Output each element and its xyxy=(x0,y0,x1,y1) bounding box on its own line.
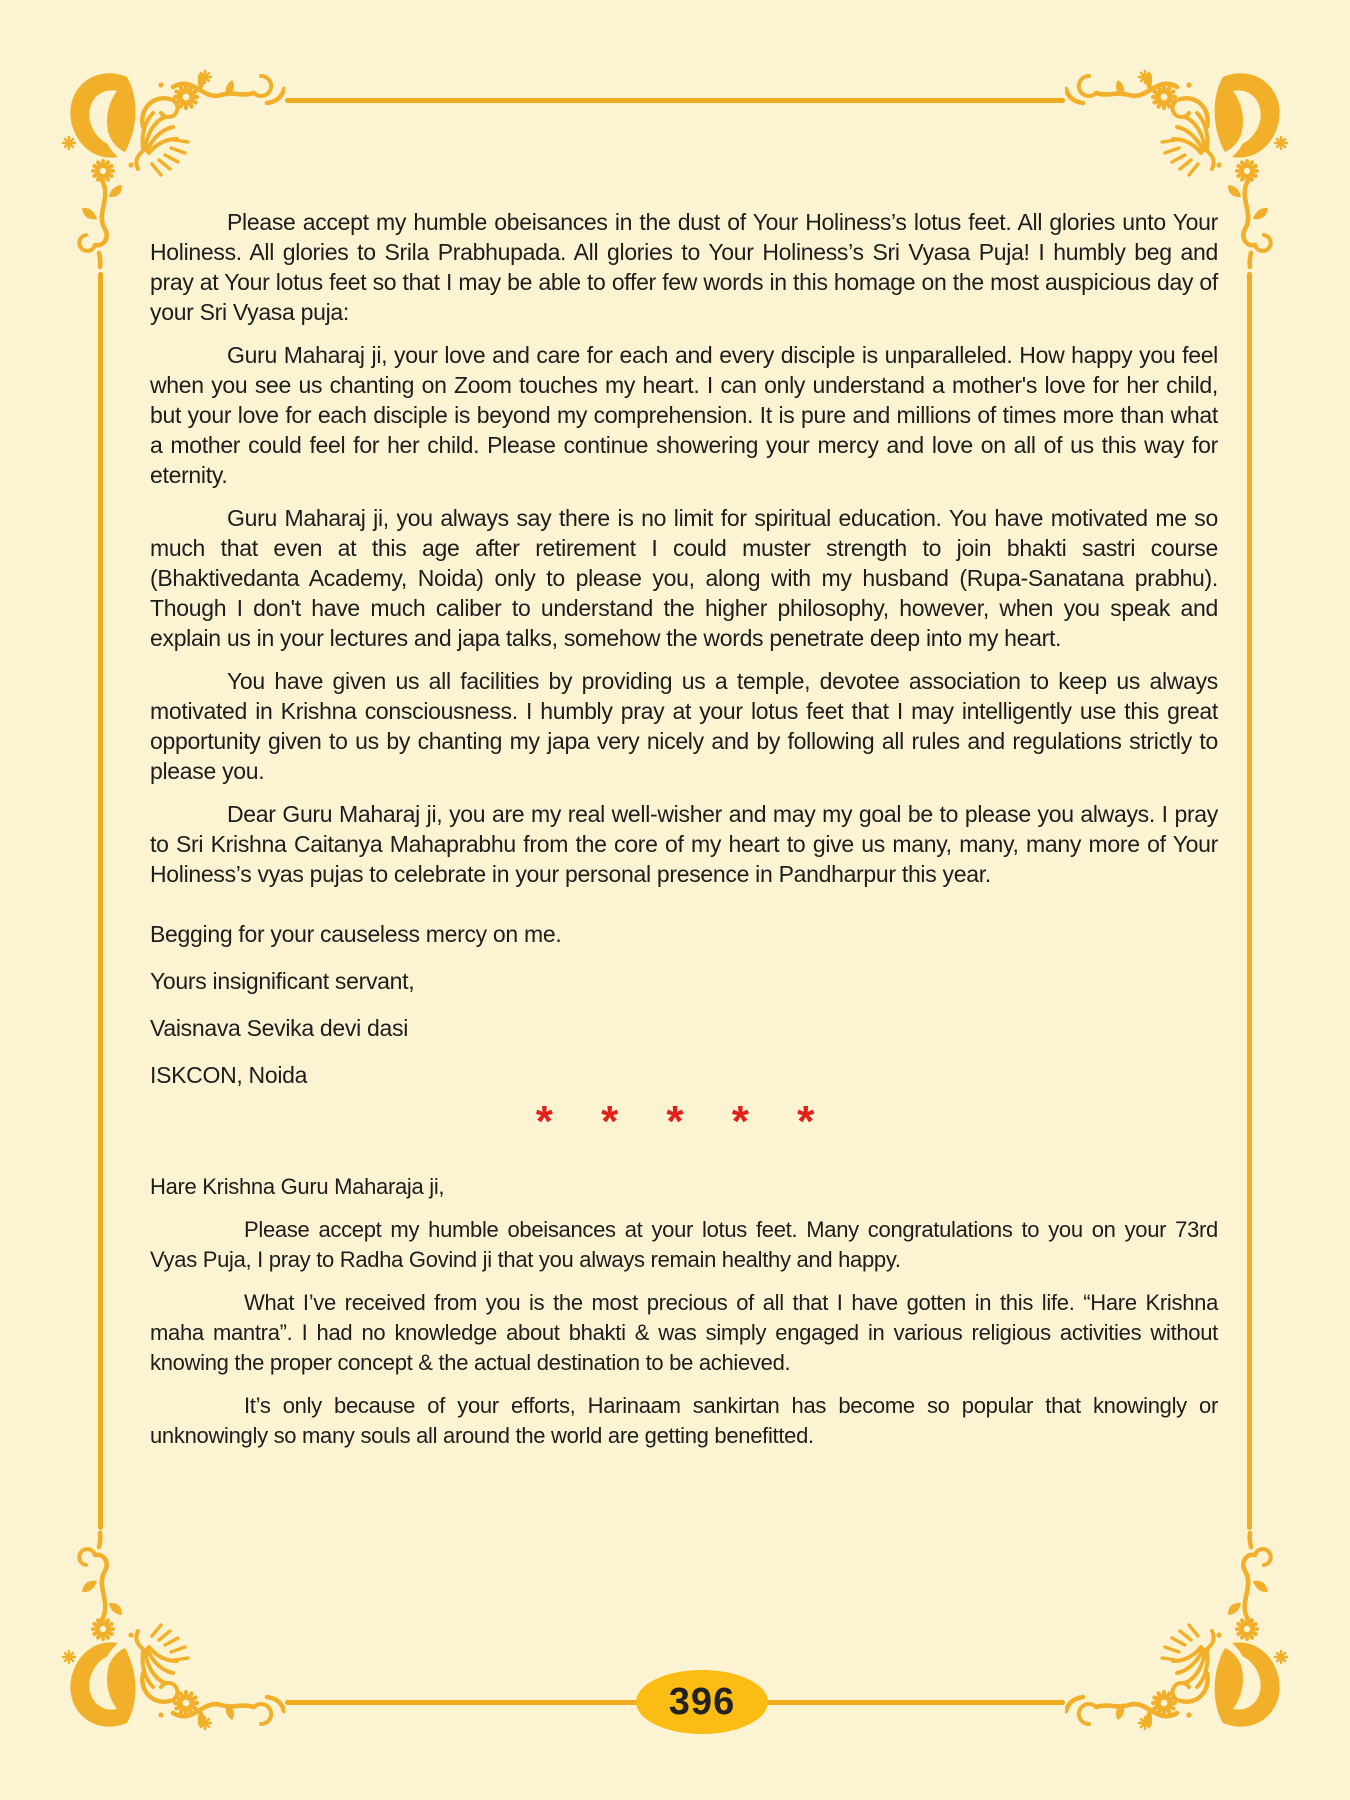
letter1-paragraph: Please accept my humble obeisances in the dust of Your Holiness’s lotus feet. All glories unto Your Holiness. All glories to Srila Prabhupada. All glories to Your Holiness’s Sri Vyasa Puja! I humbly beg and pray at Your lotus feet so that I may be able to offer few words in this homage on the most auspicious day of your Sri Vyasa puja: xyxy=(150,209,1218,325)
floral-ornament-icon xyxy=(1065,1528,1295,1733)
floral-ornament-icon xyxy=(55,1528,285,1733)
letter1-closing-line: Begging for your causeless mercy on me. xyxy=(150,921,562,947)
letter1-paragraph: Guru Maharaj ji, you always say there is no limit for spiritual education. You have motivated me so much that even at this age after retirement I could muster strength to join bhakti sastri course (Bhaktivedanta Academy, Noida) only to please you, along with my husband (Rupa-Sanatana prabhu). Though I don't have much caliber to understand the higher philosophy, however, when you speak and explain us in your lectures and japa talks, somehow the words penetrate deep into my heart. xyxy=(150,505,1218,651)
letter2-paragraph: What I’ve received from you is the most precious of all that I have gotten in this life. “Hare Krishna maha mantra”. I had no knowledge about bhakti & was simply engaged in various religious activities without knowing the proper concept & the actual destination to be achieved. xyxy=(150,1290,1218,1375)
page-content xyxy=(150,207,1218,1451)
frame-rule-top xyxy=(285,98,1065,103)
letter1-signature-line: Yours insignificant servant, xyxy=(150,968,415,994)
letter1-paragraph: Dear Guru Maharaj ji, you are my real well-wisher and may my goal be to please you always. I pray to Sri Krishna Caitanya Mahaprabhu from the core of my heart to give us many, many, many more of Your Holiness’s vyas pujas to celebrate in your personal presence in Pandharpur this year. xyxy=(150,801,1218,887)
letter2-paragraph: Please accept my humble obeisances at your lotus feet. Many congratulations to you on your 73rd Vyas Puja, I pray to Radha Govind ji that you always remain healthy and happy. xyxy=(150,1217,1218,1272)
letter1-paragraph: You have given us all facilities by providing us a temple, devotee association to keep us always motivated in Krishna consciousness. I humbly pray at your lotus feet that I may intelligently use this great opportunity given to us by chanting my japa very nicely and by following all rules and regulations strictly to please you. xyxy=(150,668,1218,784)
letter2-salutation: Hare Krishna Guru Maharaja ji, xyxy=(150,1174,445,1199)
frame-rule-right xyxy=(1247,272,1252,1530)
letter2-paragraph: It’s only because of your efforts, Harinaam sankirtan has become so popular that knowingly or unknowingly so many souls all around the world are getting benefitted. xyxy=(150,1393,1218,1448)
frame-rule-left xyxy=(98,272,103,1530)
corner-ornament-bottom-left xyxy=(55,1528,285,1733)
section-separator-asterisks: * * * * * xyxy=(535,1097,833,1146)
letter1-signature-line: Vaisnava Sevika devi dasi xyxy=(150,1015,408,1041)
page-number: 396 xyxy=(668,1680,736,1723)
corner-ornament-bottom-right xyxy=(1065,1528,1295,1733)
letter1-signature-line: ISKCON, Noida xyxy=(150,1062,308,1088)
page-number-badge xyxy=(636,1670,768,1734)
letter1-paragraph: Guru Maharaj ji, your love and care for each and every disciple is unparalleled. How happy you feel when you see us chanting on Zoom touches my heart. I can only understand a mother's love for her child, but your love for each disciple is beyond my comprehension. It is pure and millions of times more than what a mother could feel for her child. Please continue showering your mercy and love on all of us this way for eternity. xyxy=(150,342,1218,488)
